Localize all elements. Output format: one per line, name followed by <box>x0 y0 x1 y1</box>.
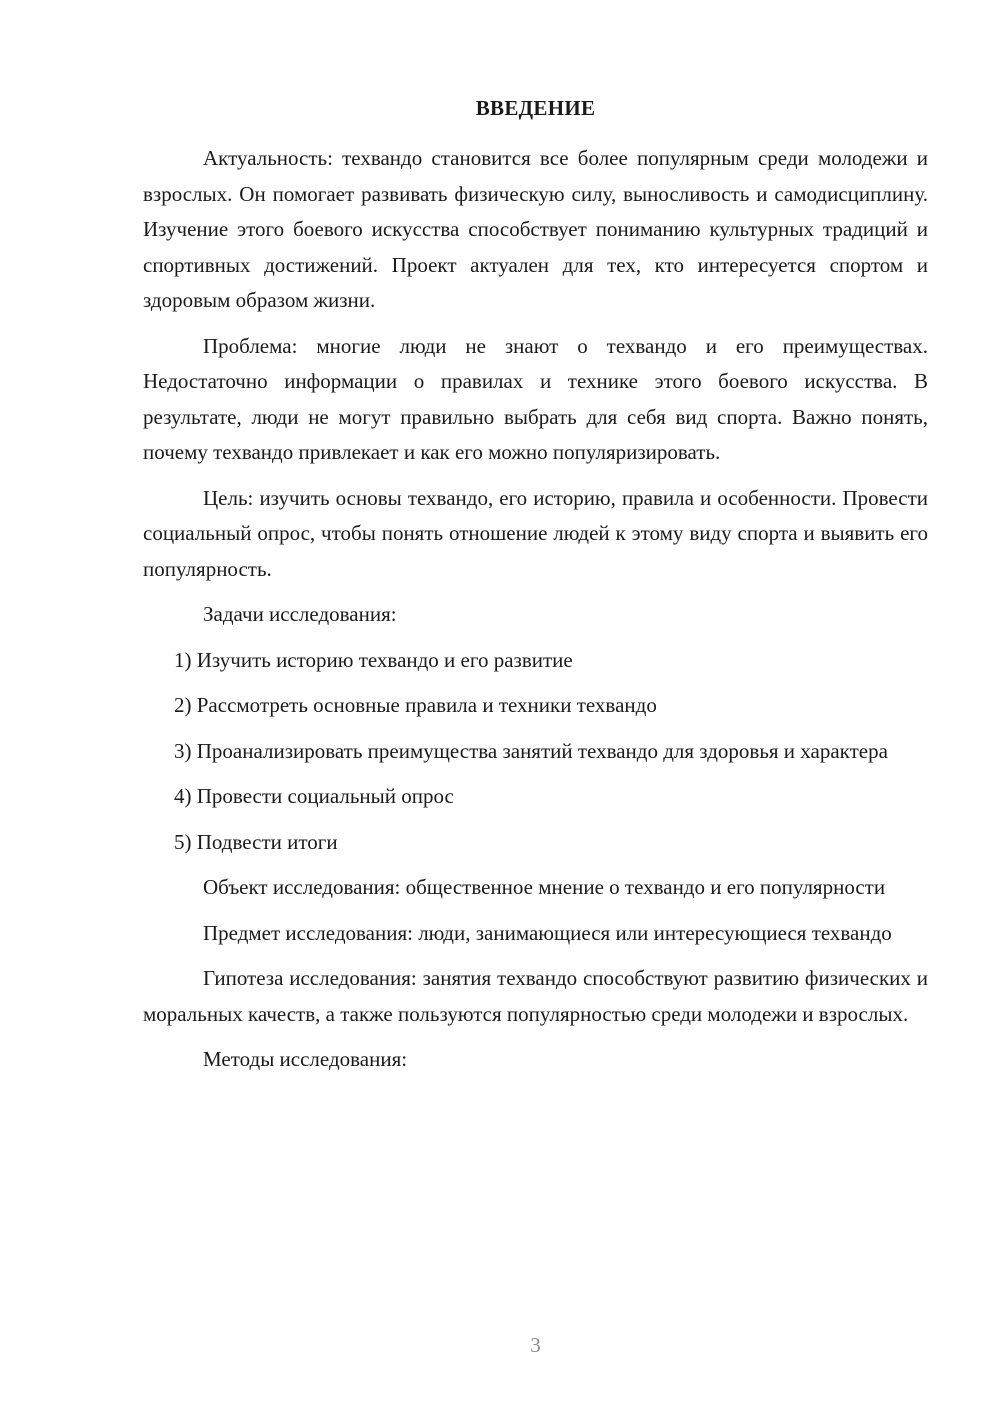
problem-paragraph: Проблема: многие люди не знают о техвандо и его преимуществах. Недостаточно информации о правилах и технике этого боевого искусства. В результате, люди не могут правильно выбрать для себя вид спорта. Важно понять, почему техвандо привлекает и как его можно популяризировать. <box>143 333 928 464</box>
page-number: 3 <box>530 1333 541 1357</box>
hypothesis-paragraph: Гипотеза исследования: занятия техвандо способствуют развитию физических и моральных качеств, а также пользуются популярностью среди молодежи и взрослых. <box>143 966 928 1026</box>
document-page <box>143 0 928 1414</box>
page-heading: ВВЕДЕНИЕ <box>475 96 596 120</box>
tasks-title: Задачи исследования: <box>203 602 397 626</box>
object-paragraph: Объект исследования: общественное мнение о техвандо и его популярности <box>203 875 886 899</box>
relevance-paragraph: Актуальность: техвандо становится все более популярным среди молодежи и взрослых. Он помогает развивать физическую силу, выносливость и самодисциплину. Изучение этого боевого искусства способствует пониманию культурных традиций и спортивных достижений. Проект актуален для тех, кто интересуется спортом и здоровым образом жизни. <box>143 146 928 312</box>
task-item-5: 5) Подвести итоги <box>174 829 338 854</box>
subject-paragraph: Предмет исследования: люди, занимающиеся или интересующиеся техвандо <box>203 920 892 945</box>
tasks-list <box>143 643 928 861</box>
task-item-1: 1) Изучить историю техвандо и его развитие <box>174 647 573 672</box>
task-item-2: 2) Рассмотреть основные правила и техники техвандо <box>174 693 657 717</box>
task-item-3: 3) Проанализировать преимущества занятий техвандо для здоровья и характера <box>174 738 888 763</box>
methods-title: Методы исследования: <box>203 1047 408 1071</box>
task-item-4: 4) Провести социальный опрос <box>174 784 454 808</box>
goal-paragraph: Цель: изучить основы техвандо, его историю, правила и особенности. Провести социальный опрос, чтобы понять отношение людей к этому виду спорта и выявить его популярность. <box>143 485 928 581</box>
document-body <box>143 141 928 1088</box>
